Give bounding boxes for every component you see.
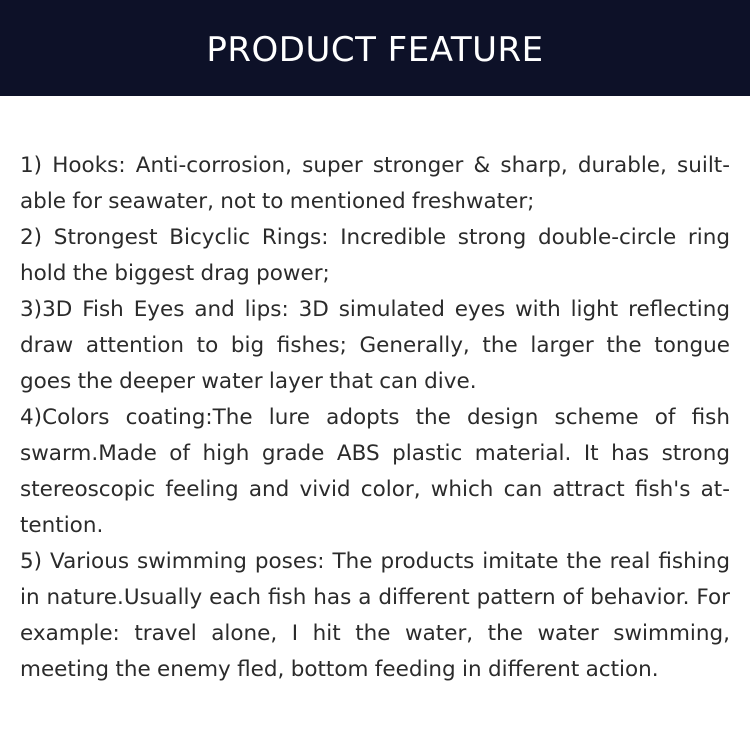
feature-coating: 4)Colors coating:The lure adopts the design scheme of fish swarm.Made of high grade ABS plastic material. It has strong stereoscopic feeling and vivid color, which can attract fish's attention.	[20, 405, 730, 538]
feature-eyes: 3)3D Fish Eyes and lips: 3D simulated eyes with light reflecting draw attention to big fishes; Generally, the larger the tongue goes the deeper water layer that can dive.	[20, 297, 730, 394]
feature-hooks: 1) Hooks: Anti-corrosion, super stronger & sharp, durable, suiltable for seawater, not to mentioned freshwater;	[20, 153, 730, 214]
feature-list	[20, 148, 730, 688]
feature-swimming: 5) Various swimming poses: The products imitate the real fishing in nature.Usually each fish has a different pattern of behavior. For example: travel alone, I hit the water, the water swimming, meeting the enemy fled, bottom feeding in different action.	[20, 549, 730, 682]
page-title: PRODUCT FEATURE	[206, 30, 544, 70]
header-banner	[0, 0, 750, 96]
feature-rings: 2) Strongest Bicyclic Rings: Incredible strong double-circle ring hold the biggest drag power;	[20, 225, 730, 286]
